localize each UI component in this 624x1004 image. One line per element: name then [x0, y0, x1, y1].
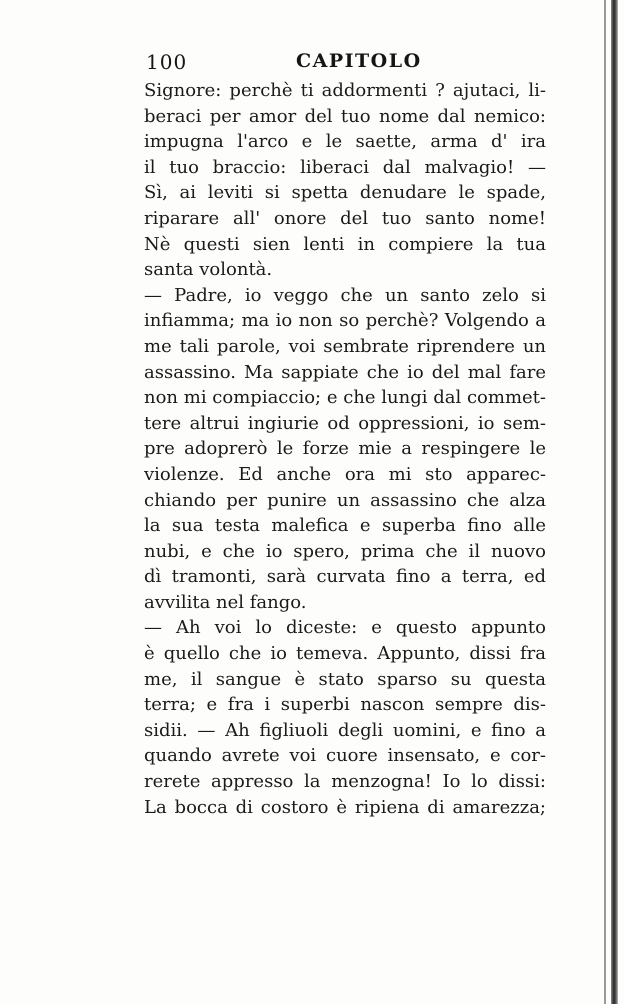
text-line: quando avrete voi cuore insensato, e cor- — [144, 745, 546, 767]
text-line: — Ah voi lo diceste: e questo appunto — [144, 617, 546, 639]
body-text — [144, 78, 546, 820]
text-line: rerete appresso la menzogna! Io lo dissi: — [144, 771, 546, 793]
text-line: non mi compiaccio; e che lungi dal commet- — [144, 387, 546, 409]
page-edge-shadow — [604, 0, 606, 1004]
text-line: assassino. Ma sappiate che io del mal fare — [144, 361, 546, 383]
text-line: — Padre, io veggo che un santo zelo si — [144, 284, 546, 306]
text-line: impugna l'arco e le saette, arma d' ira — [144, 131, 546, 153]
text-line: il tuo braccio: liberaci dal malvagio! — — [144, 156, 546, 178]
text-line: violenze. Ed anche ora mi sto apparec- — [144, 463, 546, 485]
text-line: pre adoprerò le forze mie a respingere le — [144, 438, 546, 460]
text-line: nubi, e che io spero, prima che il nuovo — [144, 540, 546, 562]
text-line: terra; e fra i superbi nascon sempre dis- — [144, 694, 546, 716]
text-line: è quello che io temeva. Appunto, dissi fra — [144, 643, 546, 665]
text-line: La bocca di costoro è ripiena di amarezza; — [144, 796, 546, 818]
text-line: Signore: perchè ti addormenti ? ajutaci, li- — [144, 80, 546, 101]
text-line: infiamma; ma io non so perchè? Volgendo a — [144, 310, 546, 332]
text-line: me tali parole, voi sembrate riprendere un — [144, 335, 546, 357]
text-line: beraci per amor del tuo nome dal nemico: — [144, 105, 546, 127]
text-line: sidii. — Ah figliuoli degli uomini, e fino a — [144, 719, 546, 741]
chapter-title: CAPITOLO — [296, 50, 422, 72]
text-line: me, il sangue è stato sparso su questa — [144, 668, 546, 690]
text-line: tere altrui ingiurie od oppressioni, io sem- — [144, 412, 546, 434]
text-line: la sua testa malefica e superba fino alle — [144, 515, 546, 537]
text-line: chiando per punire un assassino che alza — [144, 489, 546, 511]
text-line: Nè questi sien lenti in compiere la tua — [144, 233, 546, 255]
running-header — [146, 50, 546, 78]
text-line: dì tramonti, sarà curvata fino a terra, ed — [144, 566, 546, 588]
page-number: 100 — [146, 50, 188, 74]
text-line: santa volontà. — [144, 259, 273, 281]
page-edge — [611, 0, 618, 1004]
text-line: Sì, ai leviti si spetta denudare le spade, — [144, 182, 546, 204]
text-line: riparare all' onore del tuo santo nome! — [144, 207, 546, 229]
text-line: avvilita nel fango. — [144, 591, 307, 613]
